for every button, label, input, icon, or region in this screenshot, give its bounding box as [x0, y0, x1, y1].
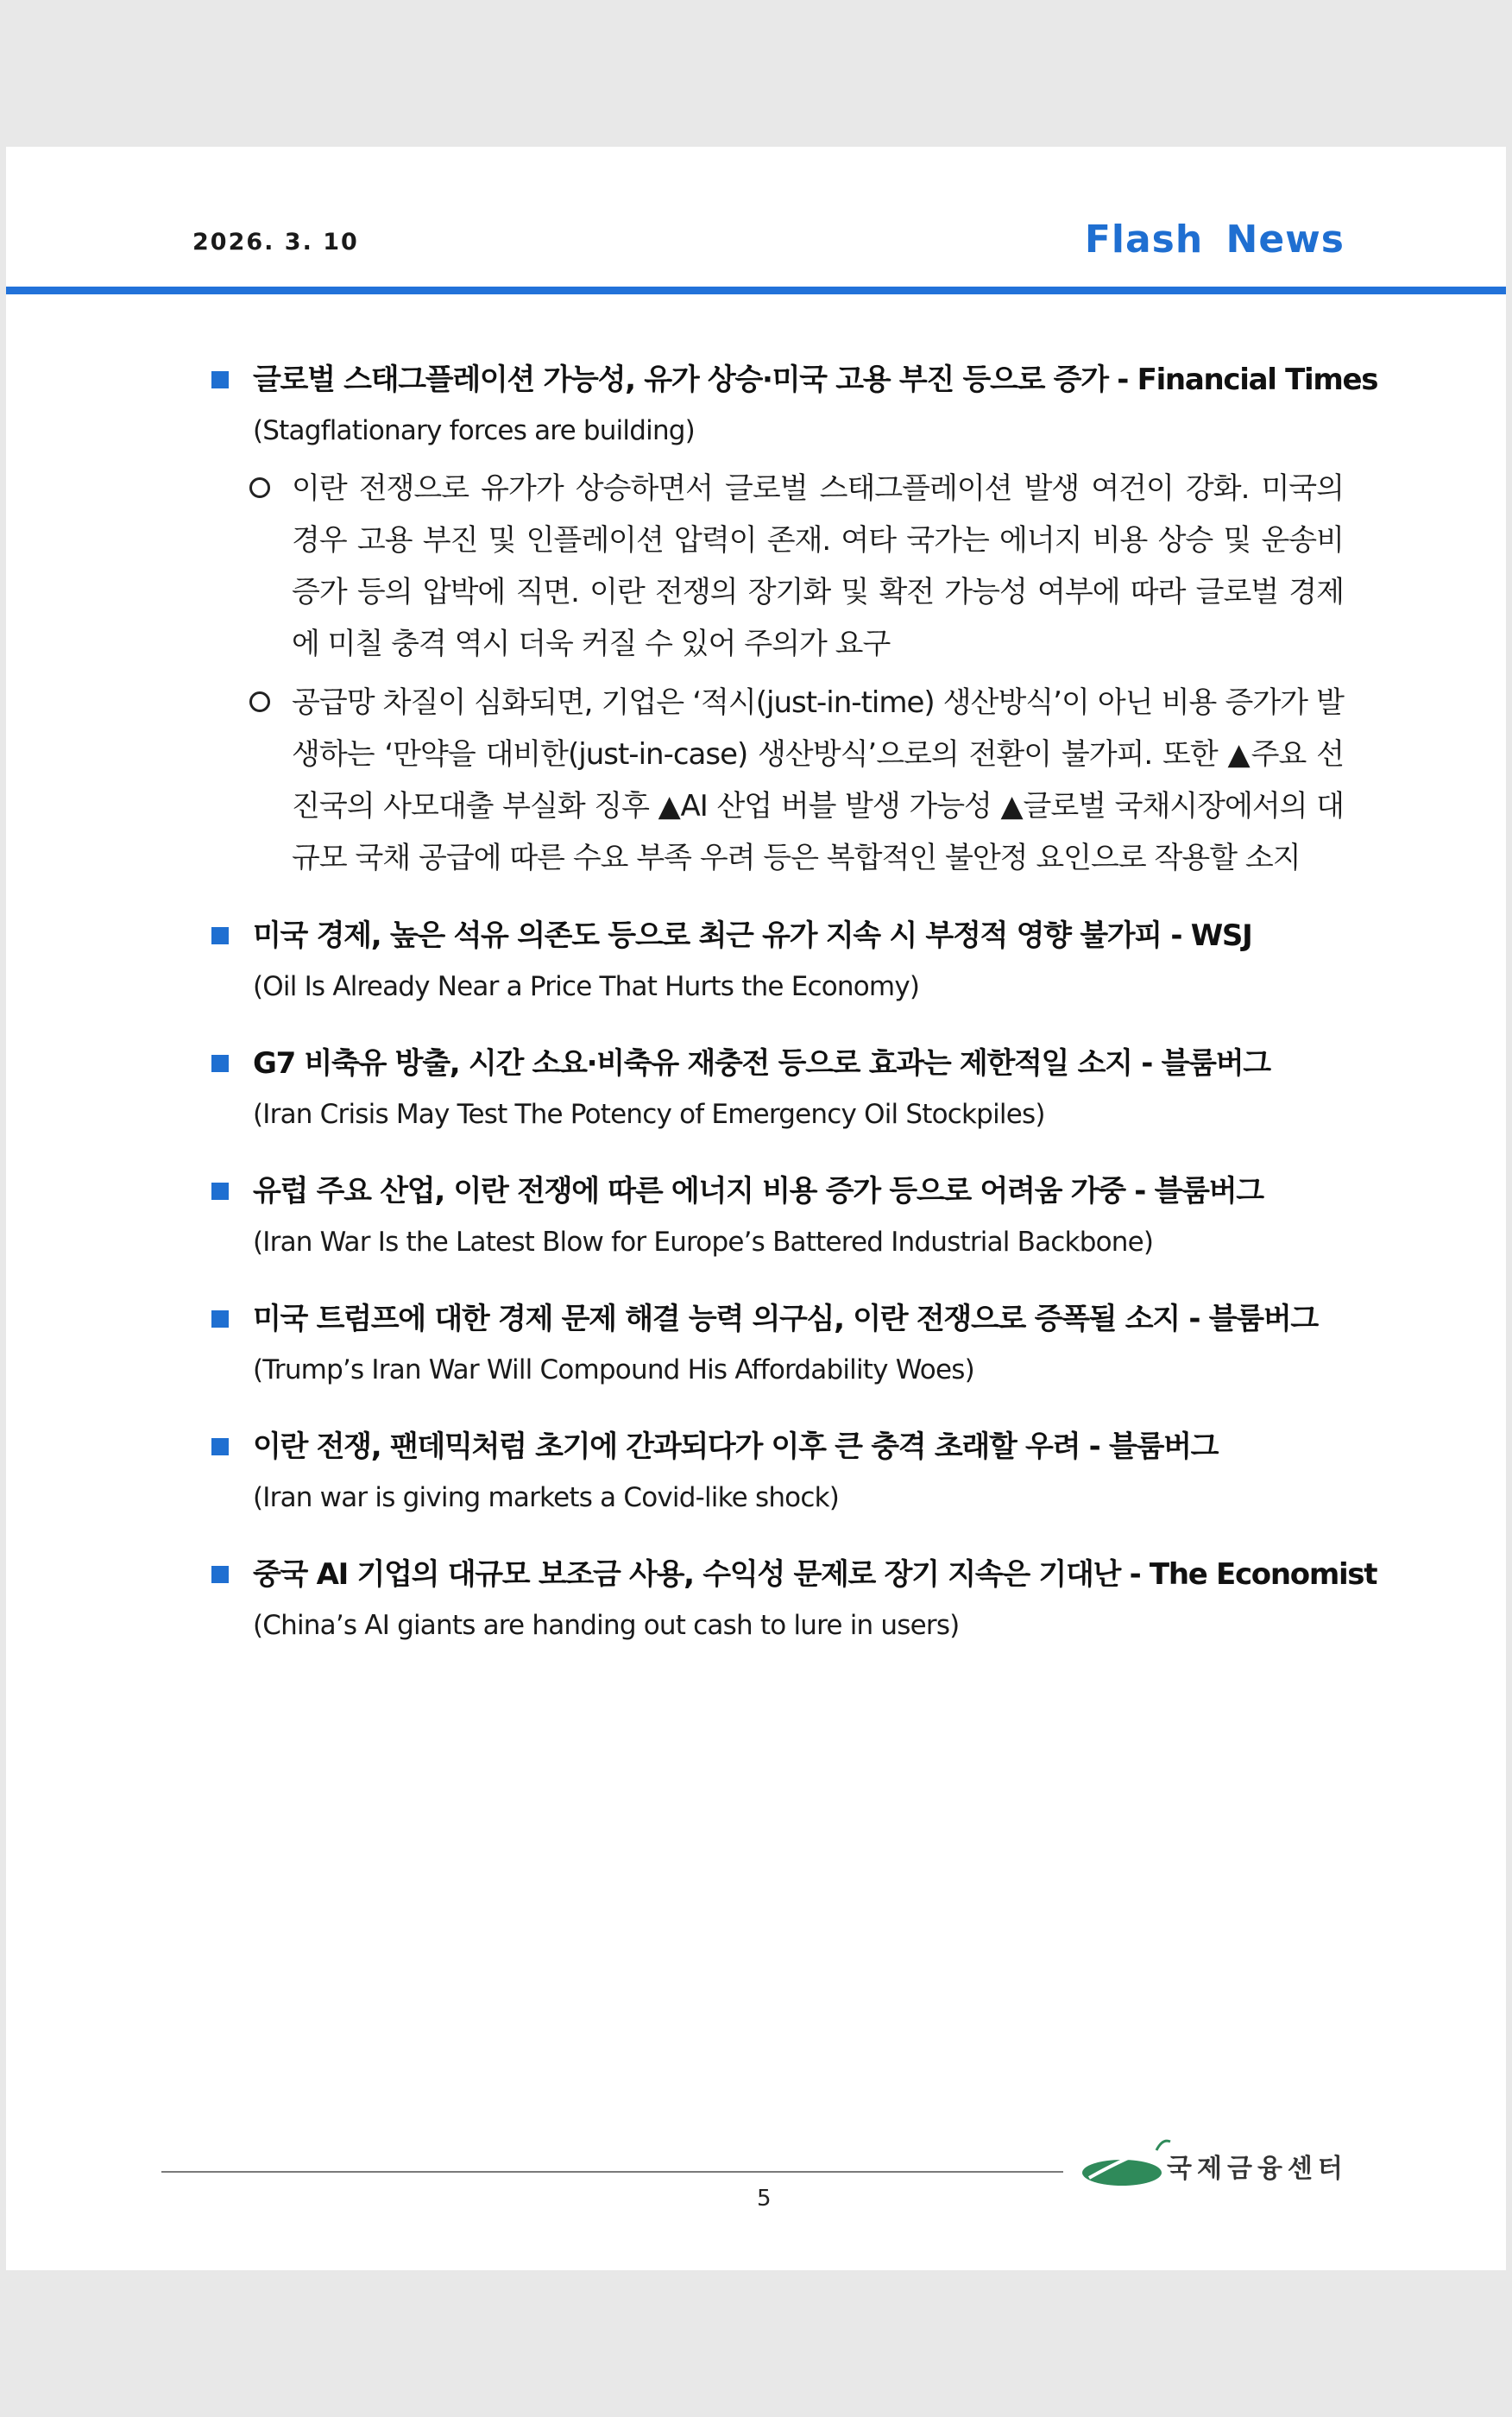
news-source-title: (Iran war is giving markets a Covid-like shock) [253, 1482, 840, 1513]
news-source-title: (Trump’s Iran War Will Compound His Affordability Woes) [253, 1354, 974, 1385]
headline-text: 중국 AI 기업의 대규모 보조금 사용, 수익성 문제로 장기 지속은 기대난 - The Economist [253, 1557, 1377, 1592]
news-source-title: (Iran Crisis May Test The Potency of Emergency Oil Stockpiles) [253, 1099, 1045, 1130]
news-source-title: (China’s AI giants are handing out cash to lure in users) [253, 1610, 960, 1641]
footer-rule [161, 2171, 1063, 2173]
square-bullet-icon [211, 927, 229, 944]
news-item [205, 1165, 1344, 1267]
news-headline [205, 1038, 1344, 1089]
news-item [205, 1421, 1344, 1523]
headline-text: 미국 트럼프에 대한 경제 문제 해결 능력 의구심, 이란 전쟁으로 증폭될 소지 - 블룸버그 [253, 1302, 1318, 1336]
news-source-title: (Oil Is Already Near a Price That Hurts the Economy) [253, 971, 920, 1002]
news-headline [205, 1293, 1344, 1345]
square-bullet-icon [211, 1310, 229, 1328]
org-name: 국제금융센터 [1167, 2154, 1348, 2184]
summary-bullet [205, 677, 1344, 884]
news-source-title: (Stagflationary forces are building) [253, 415, 695, 446]
news-item [205, 354, 1378, 884]
flash-news-title: Flash News [1084, 218, 1345, 262]
square-bullet-icon [211, 1438, 229, 1455]
news-item [205, 1549, 1377, 1650]
news-headline [205, 354, 1378, 406]
news-headline [205, 910, 1344, 962]
header-rule [6, 287, 1506, 294]
bullet-text: 이란 전쟁으로 유가가 상승하면서 글로벌 스태그플레이션 발생 여건이 강화. 미국의 경우 고용 부진 및 인플레이션 압력이 존재. 여타 국가는 에너지 비용 상승 및 운송비 증가 등의 압박에 직면. 이란 전쟁의 장기화 및 확전 가능성 여부에 따라 글로벌 경제에 미칠 충격 역시 더욱 커질 수 있어 주의가 요구 [292, 471, 1344, 661]
headline-text: G7 비축유 방출, 시간 소요·비축유 재충전 등으로 효과는 제한적일 소지 - 블룸버그 [253, 1046, 1270, 1081]
document-page [6, 147, 1506, 2270]
circle-bullet-icon [249, 477, 270, 498]
news-list [205, 354, 1378, 1650]
news-item [205, 910, 1344, 1012]
square-bullet-icon [211, 1183, 229, 1200]
square-bullet-icon [211, 1566, 229, 1583]
page-number: 5 [757, 2186, 772, 2212]
news-item [205, 1293, 1344, 1395]
report-date: 2026. 3. 10 [192, 229, 359, 256]
headline-text: 글로벌 스태그플레이션 가능성, 유가 상승·미국 고용 부진 등으로 증가 - Financial Times [253, 363, 1378, 397]
square-bullet-icon [211, 371, 229, 388]
news-source-title: (Iran War Is the Latest Blow for Europe’s Battered Industrial Backbone) [253, 1227, 1154, 1258]
square-bullet-icon [211, 1055, 229, 1072]
news-headline [205, 1549, 1377, 1600]
news-headline [205, 1165, 1344, 1217]
news-headline [205, 1421, 1344, 1473]
summary-bullet [205, 463, 1344, 670]
headline-text: 유럽 주요 산업, 이란 전쟁에 따른 에너지 비용 증가 등으로 어려움 가중 - 블룸버그 [253, 1174, 1263, 1208]
circle-bullet-icon [249, 691, 270, 712]
headline-text: 미국 경제, 높은 석유 의존도 등으로 최근 유가 지속 시 부정적 영향 불가피 - WSJ [253, 918, 1252, 953]
headline-text: 이란 전쟁, 팬데믹처럼 초기에 간과되다가 이후 큰 충격 초래할 우려 - 블룸버그 [253, 1429, 1219, 1464]
news-item [205, 1038, 1344, 1139]
bullet-text: 공급망 차질이 심화되면, 기업은 ‘적시(just-in-time) 생산방식’이 아닌 비용 증가가 발생하는 ‘만약을 대비한(just-in-case) 생산방식’으로의 전환이 불가피. 또한 ▲주요 선진국의 사모대출 부실화 징후 ▲AI 산업 버블 발생 가능성 ▲글로벌 국채시장에서의 대규모 국채 공급에 따른 수요 부족 우려 등은 복합적인 불안정 요인으로 작용할 소지 [292, 685, 1344, 875]
